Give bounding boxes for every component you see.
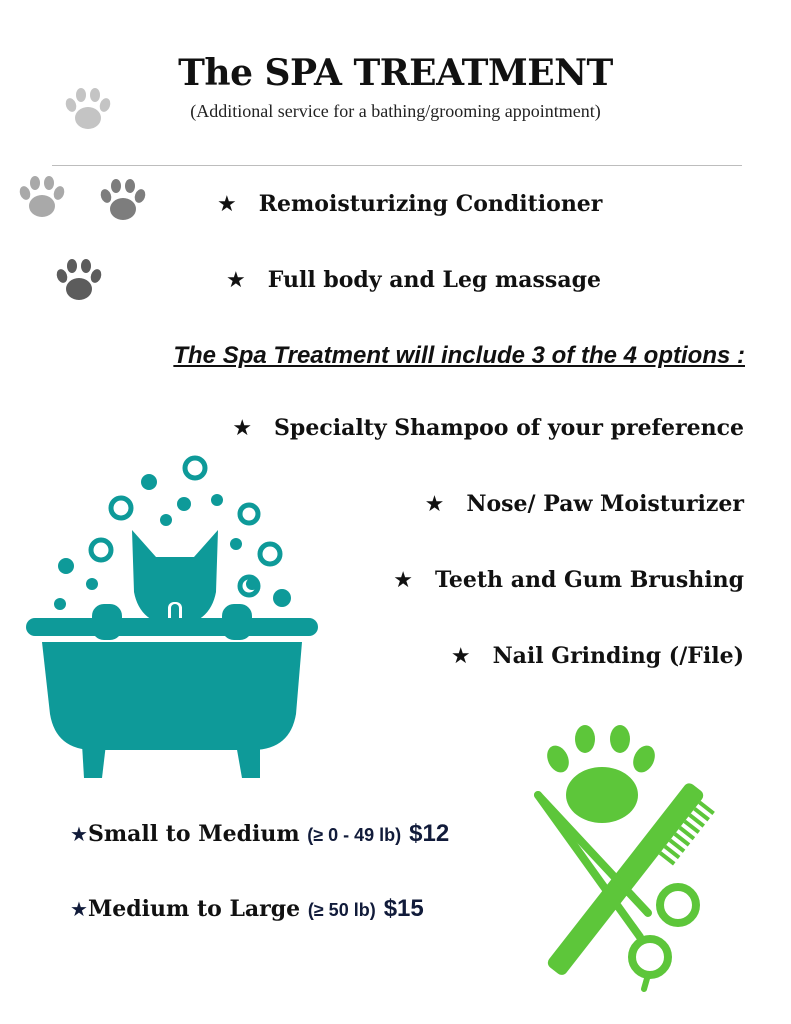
included-item bbox=[226, 267, 601, 293]
divider bbox=[52, 165, 742, 166]
star-icon: ★ bbox=[70, 897, 88, 921]
option-item-label: Teeth and Gum Brushing bbox=[435, 567, 744, 593]
option-item bbox=[393, 567, 744, 593]
included-item-label: Remoisturizing Conditioner bbox=[258, 191, 603, 217]
price-line-medium-large bbox=[70, 895, 424, 923]
paw-icon bbox=[18, 176, 66, 220]
weight-range: (≥ 0 - 49 lb) bbox=[307, 825, 402, 845]
page-subtitle: (Additional service for a bathing/grooming appointment) bbox=[190, 101, 601, 121]
weight-range: (≥ 50 lb) bbox=[307, 900, 376, 920]
option-item bbox=[425, 491, 744, 517]
size-label: Small to Medium bbox=[87, 821, 308, 847]
option-item bbox=[232, 415, 744, 441]
option-item-label: Nail Grinding (/File) bbox=[492, 643, 744, 669]
dog-bathtub-icon bbox=[24, 452, 324, 782]
option-item-label: Specialty Shampoo of your preference bbox=[274, 415, 744, 441]
star-icon: ★ bbox=[232, 416, 253, 441]
star-icon: ★ bbox=[217, 192, 237, 217]
option-item-label: Nose/ Paw Moisturizer bbox=[466, 491, 744, 517]
price: $12 bbox=[409, 820, 450, 847]
price-line-small-medium bbox=[70, 820, 449, 848]
comb-scissors-paw-icon bbox=[530, 725, 730, 995]
star-icon: ★ bbox=[393, 568, 414, 593]
options-heading: The Spa Treatment will include 3 of the 4 options : bbox=[173, 342, 745, 369]
size-label: Medium to Large bbox=[87, 896, 308, 922]
star-icon: ★ bbox=[450, 644, 471, 669]
star-icon: ★ bbox=[226, 268, 246, 293]
paw-icon bbox=[64, 88, 112, 132]
paw-icon bbox=[99, 179, 147, 223]
page-title: The SPA TREATMENT bbox=[178, 52, 613, 94]
included-item bbox=[217, 191, 602, 217]
included-item-label: Full body and Leg massage bbox=[267, 267, 601, 293]
option-item bbox=[451, 643, 744, 669]
price: $15 bbox=[383, 895, 424, 922]
star-icon: ★ bbox=[424, 492, 445, 517]
star-icon: ★ bbox=[70, 822, 88, 846]
paw-icon bbox=[55, 259, 103, 303]
